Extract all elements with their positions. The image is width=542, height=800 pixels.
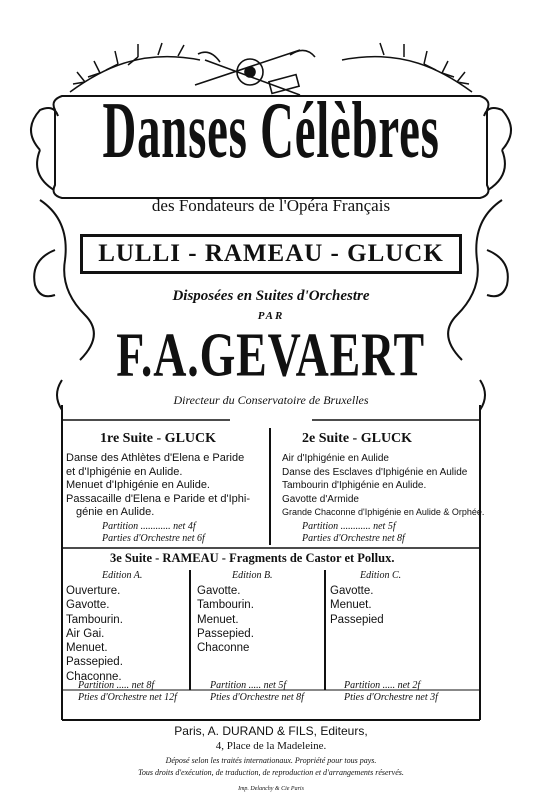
edition-b-parties: Pties d'Orchestre net 8f bbox=[210, 692, 304, 703]
printer-credit: Imp. Delanchy & Cie Paris bbox=[238, 786, 304, 792]
list-item: génie en Aulide. bbox=[76, 506, 155, 519]
subtitle: des Fondateurs de l'Opéra Français bbox=[151, 196, 391, 215]
edition-a-list bbox=[66, 584, 123, 684]
suite2-list bbox=[282, 452, 484, 520]
suite1-heading: 1re Suite - GLUCK bbox=[100, 431, 217, 446]
publisher-line: Paris, A. DURAND & FILS, Editeurs, bbox=[174, 724, 368, 738]
suite2-heading: 2e Suite - GLUCK bbox=[302, 431, 413, 446]
edition-c-partition: Partition ..... net 2f bbox=[344, 680, 421, 691]
suite1-list bbox=[66, 452, 250, 520]
par-label: PAR bbox=[257, 310, 285, 322]
list-item: Passepied. bbox=[197, 627, 254, 640]
arrangement-note: Disposées en Suites d'Orchestre bbox=[172, 288, 370, 304]
list-item: Passacaille d'Elena e Paride et d'Iphi- bbox=[66, 492, 250, 505]
list-item: Passepied. bbox=[66, 656, 123, 669]
suite2-parties-price: Parties d'Orchestre net 8f bbox=[302, 533, 405, 544]
list-item: Menuet. bbox=[330, 599, 372, 612]
list-item: Ouverture. bbox=[66, 585, 121, 597]
edition-a-parties: Pties d'Orchestre net 12f bbox=[78, 692, 177, 703]
edition-b-label: Edition B. bbox=[232, 570, 273, 581]
list-item: Gavotte d'Armide bbox=[282, 493, 359, 505]
list-item: Air Gai. bbox=[66, 627, 105, 640]
composers-banner: LULLI - RAMEAU - GLUCK bbox=[80, 234, 462, 274]
list-item: Gavotte. bbox=[197, 585, 241, 597]
list-item: Passepied bbox=[330, 613, 384, 626]
suite1-partition-price: Partition ............ net 4f bbox=[102, 521, 196, 532]
list-item: Gavotte. bbox=[330, 585, 374, 597]
list-item: et d'Iphigénie en Aulide. bbox=[66, 465, 183, 478]
suite2-partition-price: Partition ............ net 5f bbox=[302, 521, 396, 532]
list-item: Grande Chaconne d'Iphigénie en Aulide & Orphée. bbox=[282, 507, 485, 518]
suite1-parties-price: Parties d'Orchestre net 6f bbox=[102, 533, 205, 544]
edition-c-list bbox=[330, 584, 384, 627]
main-title: Danses Célèbres bbox=[102, 85, 440, 175]
list-item: Gavotte. bbox=[66, 599, 110, 612]
list-item: Danse des Esclaves d'Iphigénie en Aulide bbox=[282, 466, 468, 478]
list-item: Menuet. bbox=[66, 642, 108, 655]
list-item: Tambourin. bbox=[66, 613, 123, 626]
publisher-address: 4, Place de la Madeleine. bbox=[215, 740, 327, 752]
edition-c-label: Edition C. bbox=[360, 570, 402, 581]
edition-b-list bbox=[197, 584, 254, 655]
edition-c-parties: Pties d'Orchestre net 3f bbox=[344, 692, 438, 703]
suite3-heading: 3e Suite - RAMEAU - Fragments de Castor et Pollux. bbox=[110, 551, 395, 565]
legal-notice-2: Tous droits d'exécution, de traduction, de reproduction et d'arrangements réservés. bbox=[138, 768, 404, 777]
list-item: Menuet d'Iphigénie en Aulide. bbox=[66, 479, 210, 492]
list-item: Air d'Iphigénie en Aulide bbox=[282, 453, 389, 464]
arranger-title: Directeur du Conservatoire de Bruxelles bbox=[173, 393, 369, 407]
list-item: Chaconne. bbox=[66, 670, 122, 683]
arranger-name: F.A.GEVAERT bbox=[116, 320, 426, 390]
list-item: Danse des Athlètes d'Elena e Paride bbox=[66, 452, 245, 464]
edition-b-partition: Partition ..... net 5f bbox=[210, 680, 287, 691]
legal-notice-1: Déposé selon les traités internationaux. Propriété pour tous pays. bbox=[165, 756, 377, 765]
edition-a-label: Edition A. bbox=[102, 570, 143, 581]
edition-a-partition: Partition ..... net 8f bbox=[78, 680, 155, 691]
list-item: Tambourin d'Iphigénie en Aulide. bbox=[282, 480, 427, 492]
list-item: Menuet. bbox=[197, 613, 239, 626]
list-item: Tambourin. bbox=[197, 599, 254, 612]
list-item: Chaconne bbox=[197, 642, 250, 655]
